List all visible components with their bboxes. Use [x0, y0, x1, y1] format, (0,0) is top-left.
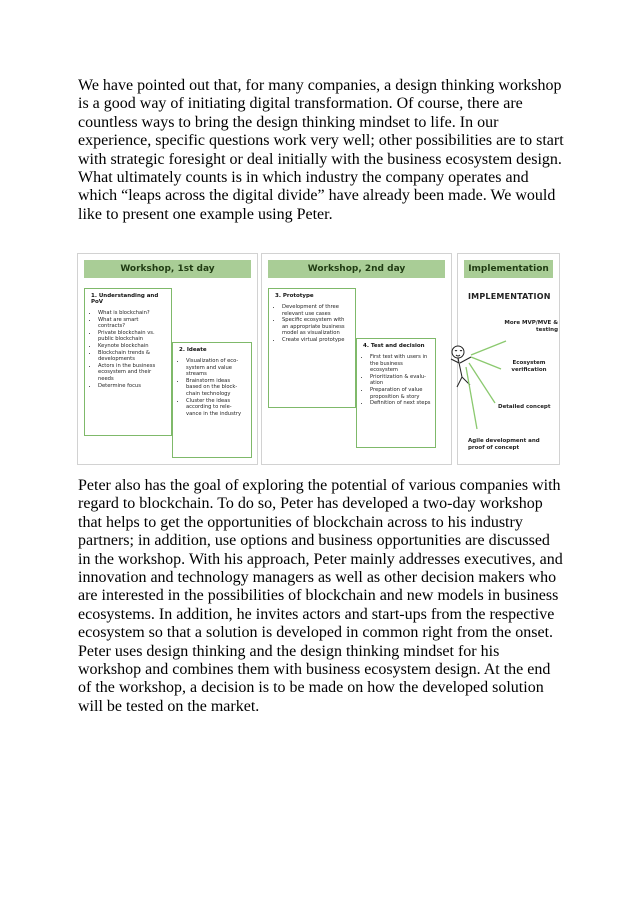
list-item: • Definition of next steps	[370, 400, 431, 407]
list-item: • Cluster the ideas according to rele-vance in the industry	[186, 398, 247, 418]
workshop-figure	[77, 253, 560, 467]
list-item: • Visualization of eco-system and value streams	[186, 358, 247, 378]
list-item: • Prioritization & evalu-ation	[370, 374, 431, 387]
list-item: • Create virtual prototype	[282, 337, 351, 344]
day1-header: Workshop, 1st day	[84, 260, 251, 278]
intro-paragraph: We have pointed out that, for many companies, a design thinking workshop is a good way of initiating digital transformation. Of course, there are countless ways to bring the design thinking mindset to life. In our experience, specific questions work very well; other possibilities are to start with strategic foresight or deal initially with the business ecosystem design. What ultimately counts is in which industry the company operates and which “leaps across the digital divide” have already been made. We would like to present one example using Peter.	[78, 77, 564, 223]
body-paragraph: Peter also has the goal of exploring the potential of various companies with regard to blockchain. To do so, Peter has developed a two-day workshop that helps to get the opportunities of blockchain across to his industry partners; in addition, use options and business opportunities are discussed in the workshop. With his approach, Peter mainly addresses executives, and innovation and technology managers as well as other decision makers who are interested in the possibilities of blockchain and new models in business ecosystems. In addition, he invites actors and start-ups from the respective ecosystem so that a solution is developed in common right from the onset. Peter uses design thinking and the design thinking mindset for his workshop and combines them with business ecosystem design. At the end of the workshop, a decision is to be made on how the developed solution will be tested on the market.	[78, 477, 563, 715]
test-decision-title: 4. Test and decision	[363, 343, 425, 349]
understanding-box	[84, 288, 172, 436]
list-item: • Private blockchain vs. public blockchain	[98, 330, 167, 343]
option-agile-development: Agile development and proof of concept	[468, 438, 540, 451]
option-more-mvp: More MVP/MVE & testing	[504, 320, 558, 333]
ideate-title: 2. Ideate	[179, 347, 207, 353]
list-item: • What are smart contracts?	[98, 317, 167, 330]
list-item: • What is blockchain?	[98, 310, 167, 317]
prototype-title: 3. Prototype	[275, 293, 314, 299]
list-item: • Actors in the business ecosystem and their needs	[98, 363, 167, 383]
list-item: • Development of three relevant use cases	[282, 304, 351, 317]
list-item: • Blockchain trends & developments	[98, 350, 167, 363]
option-ecosystem-verification: Ecosystem verification	[511, 360, 547, 373]
prototype-box	[268, 288, 356, 408]
list-item: • Determine focus	[98, 383, 167, 390]
implementation-panel	[457, 253, 560, 465]
test-decision-box	[356, 338, 436, 448]
list-item: • Brainstorm ideas based on the block-chain technology	[186, 378, 247, 398]
list-item: • Preparation of value proposition & story	[370, 387, 431, 400]
understanding-title: 1. Understanding and PoV	[91, 293, 159, 305]
implementation-title: IMPLEMENTATION	[468, 292, 551, 301]
option-detailed-concept: Detailed concept	[498, 404, 551, 410]
day1-panel	[77, 253, 258, 465]
day2-panel	[261, 253, 452, 465]
ideate-box	[172, 342, 252, 458]
list-item: • First test with users in the business ecosystem	[370, 354, 431, 374]
day2-header: Workshop, 2nd day	[268, 260, 445, 278]
list-item: • Keynote blockchain	[98, 343, 167, 350]
implementation-header: Implementation	[464, 260, 553, 278]
list-item: • Specific ecosystem with an appropriate business model as visualization	[282, 317, 351, 337]
